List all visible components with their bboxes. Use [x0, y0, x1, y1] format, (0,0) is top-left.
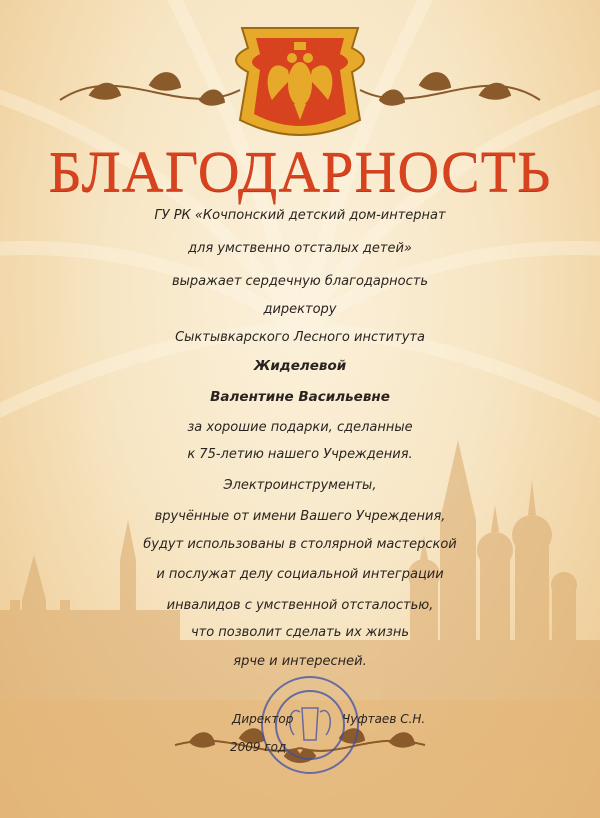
recipient-name: Валентине Васильевне: [210, 389, 390, 405]
text-line: вручённые от имени Вашего Учреждения,: [154, 509, 446, 524]
recipient-surname: Жиделевой: [253, 358, 347, 374]
text-line: ГУ РК «Кочпонский детский дом-интернат: [154, 208, 446, 223]
text-line: инвалидов с умственной отсталостью,: [166, 598, 434, 613]
russian-coat-of-arms-icon: [236, 28, 364, 135]
text-line: к 75-летию нашего Учреждения.: [187, 447, 413, 462]
text-line: выражает сердечную благодарность: [172, 274, 428, 289]
text-line: и послужат делу социальной интеграции: [156, 567, 444, 582]
certificate-title: БЛАГОДАРНОСТЬ: [48, 139, 552, 204]
text-line: директору: [263, 302, 337, 317]
text-line: будут использованы в столярной мастерской: [143, 537, 457, 552]
signature-role: Директор: [232, 712, 294, 726]
text-line: Сыктывкарского Лесного института: [175, 330, 425, 345]
signature-name: Чуфтаев С.Н.: [342, 712, 426, 726]
text-line: ярче и интересней.: [233, 654, 367, 669]
document-year: 2009 год: [230, 740, 287, 754]
text-line: Электроинструменты,: [223, 478, 377, 493]
text-line: для умственно отсталых детей»: [188, 241, 412, 256]
text-line: за хорошие подарки, сделанные: [187, 420, 413, 435]
text-line: что позволит сделать их жизнь: [190, 625, 410, 640]
